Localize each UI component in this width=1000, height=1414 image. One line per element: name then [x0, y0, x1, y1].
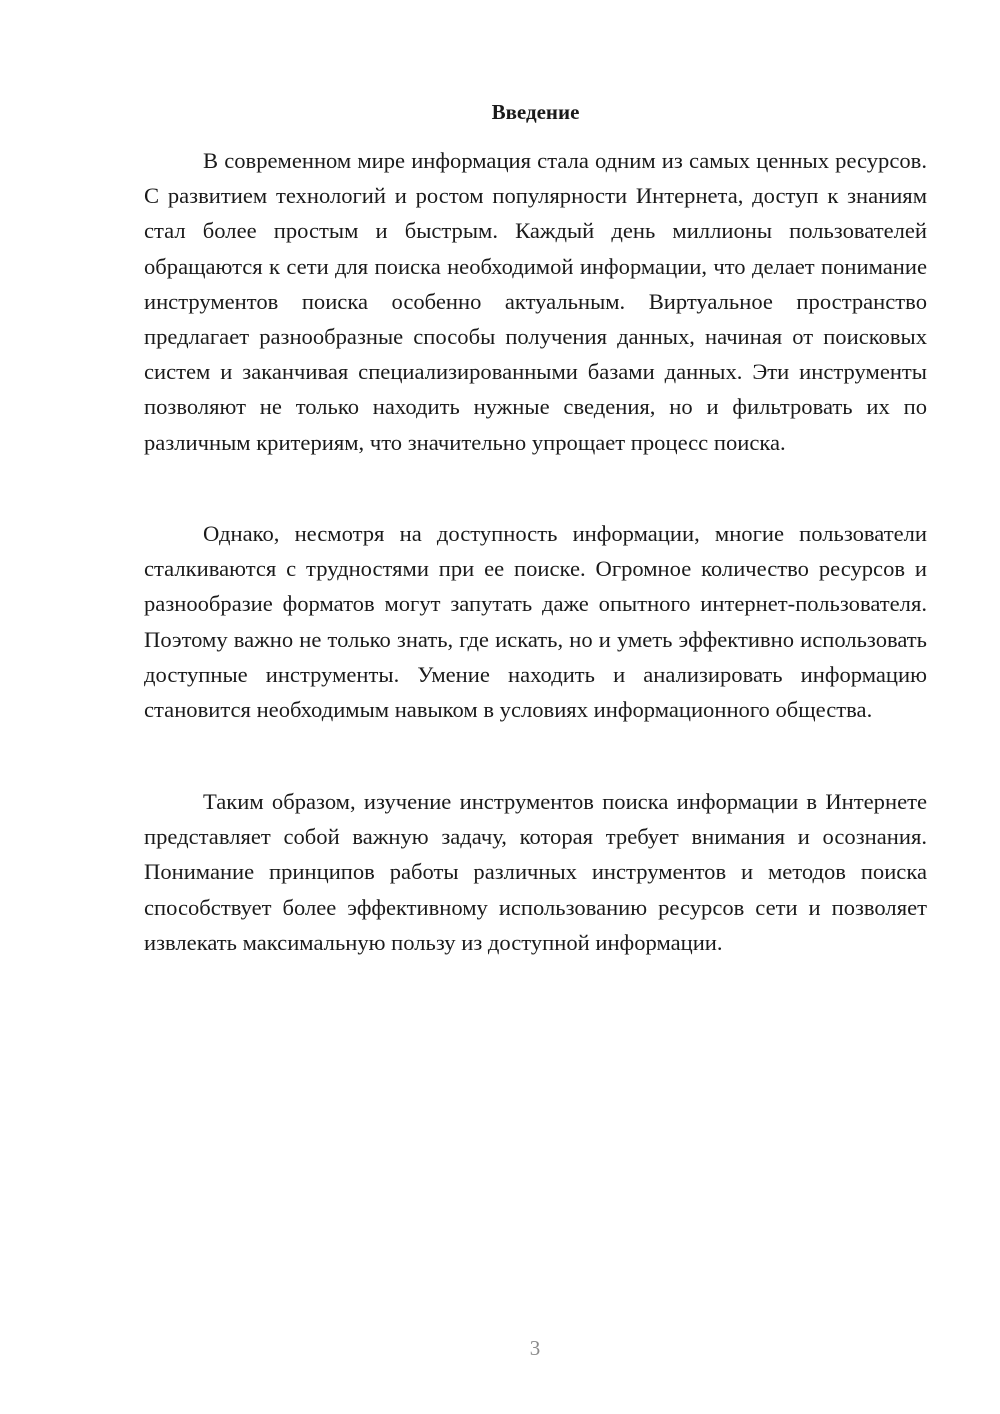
page-number: 3: [529, 1336, 541, 1360]
paragraph-3: Таким образом, изучение инструментов поиска информации в Интернете представляет собой важную задачу, которая требует внимания и осознания. Понимание принципов работы различных инструментов и методов поиска способствует более эффективному использованию ресурсов сети и позволяет извлекать максимальную пользу из доступной информации.: [144, 789, 927, 955]
paragraph-2: Однако, несмотря на доступность информации, многие пользователи сталкиваются с трудностями при ее поиске. Огромное количество ресурсов и разнообразие форматов могут запутать даже опытного интернет-пользователя. Поэтому важно не только знать, где искать, но и уметь эффективно использовать доступные инструменты. Умение находить и анализировать информацию становится необходимым навыком в условиях информационного общества.: [144, 521, 927, 723]
section-title: Введение: [491, 100, 580, 124]
paragraph-1: В современном мире информация стала одним из самых ценных ресурсов. С развитием технологий и ростом популярности Интернета, доступ к знаниям стал более простым и быстрым. Каждый день миллионы пользователей обращаются к сети для поиска необходимой информации, что делает понимание инструментов поиска особенно актуальным. Виртуальное пространство предлагает разнообразные способы получения данных, начиная от поисковых систем и заканчивая специализированными базами данных. Эти инструменты позволяют не только находить нужные сведения, но и фильтровать их по различным критериям, что значительно упрощает процесс поиска.: [144, 148, 927, 455]
